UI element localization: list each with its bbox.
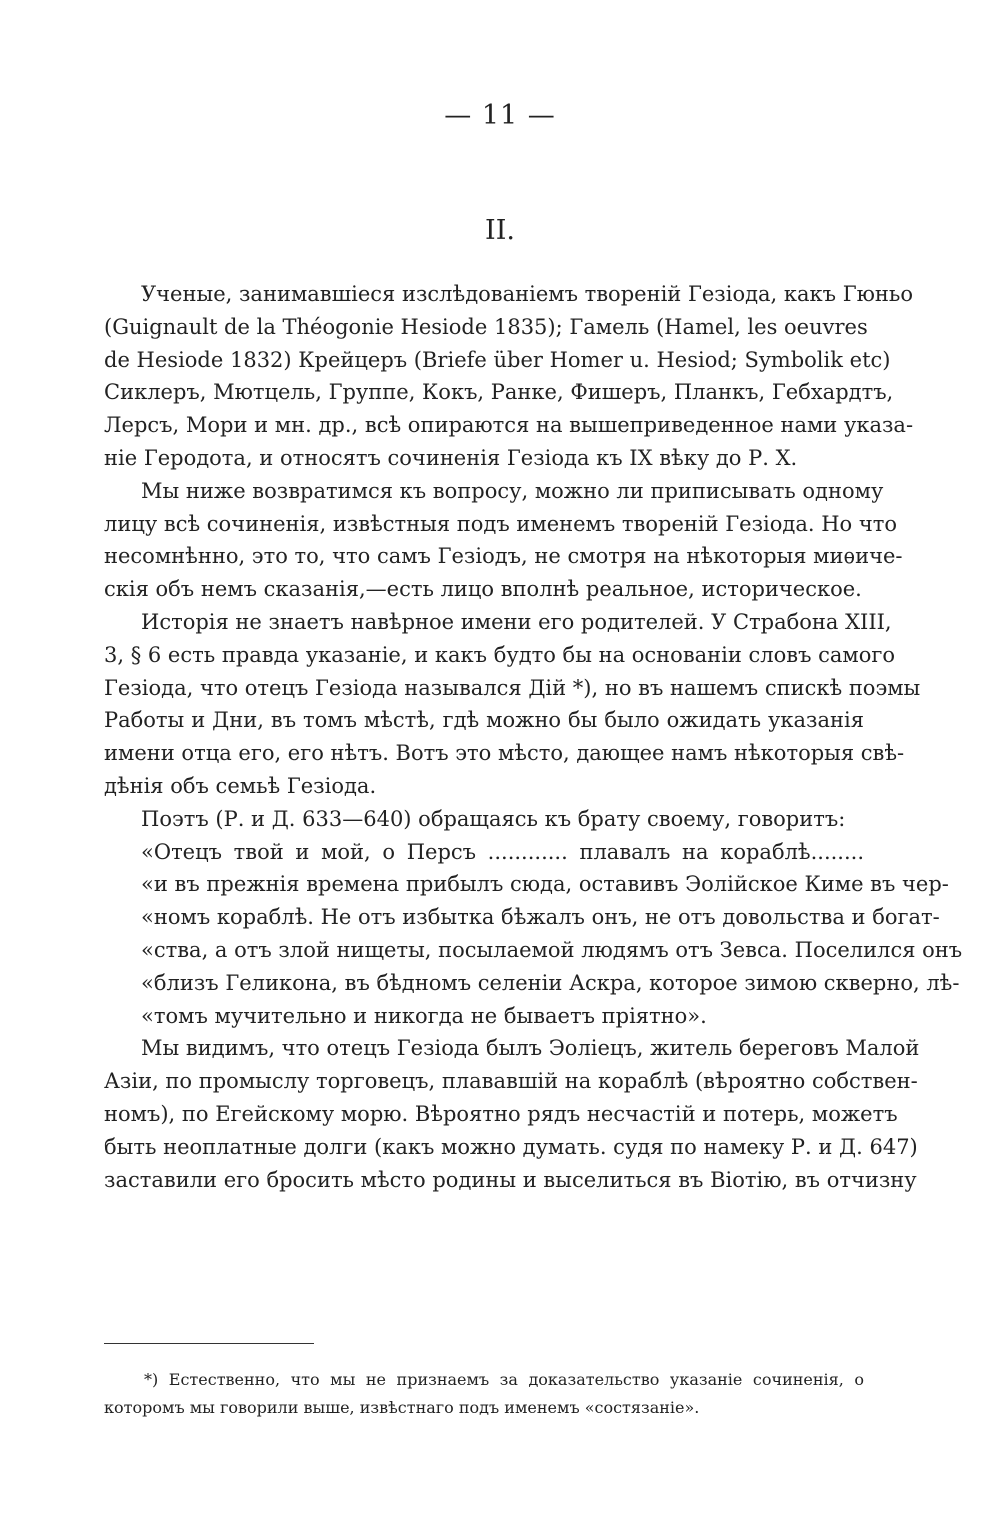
text-line: быть неоплатные долги (какъ можно думать. судя по намеку Р. и Д. 647) (104, 1134, 918, 1159)
text-line: несомнѣнно, это то, что самъ Гезіодъ, не смотря на нѣкоторыя миѳиче- (104, 544, 903, 569)
text-line: «близъ Геликона, въ бѣдномъ селеніи Аскра, которое зимою скверно, лѣ- (141, 970, 960, 995)
text-line: «Отецъ твой и мой, о Персъ ............ плавалъ на кораблѣ........ (141, 839, 864, 864)
page-number: — 11 — (444, 100, 556, 131)
text-line: Лерсъ, Мори и мн. др., всѣ опираются на вышеприведенное нами указа- (104, 413, 914, 438)
text-line: номъ), по Егейскому морю. Вѣроятно рядъ несчастій и потерь, можетъ (104, 1101, 898, 1126)
text-line: «томъ мучительно и никогда не бываетъ пріятно». (141, 1003, 707, 1028)
text-line: (Guignault de la Théogonie Hesiode 1835); Гамель (Hamel, les oeuvres (104, 314, 868, 339)
body-text (104, 278, 963, 1196)
text-line: Азіи, по промыслу торговецъ, плававшій на кораблѣ (вѣроятно собствен- (104, 1069, 918, 1094)
text-line: «номъ кораблѣ. Не отъ избытка бѣжалъ онъ, не отъ довольства и богат- (141, 905, 940, 930)
text-line: Мы видимъ, что отецъ Гезіода былъ Эоліецъ, житель береговъ Малой (141, 1036, 920, 1061)
section-title: II. (485, 215, 515, 246)
text-line: скія объ немъ сказанія,—есть лицо вполнѣ реальное, историческое. (104, 577, 862, 602)
text-line: «и въ прежнія времена прибылъ сюда, оставивъ Эолійское Киме въ чер- (141, 872, 949, 897)
text-line: Мы ниже возвратимся къ вопросу, можно ли приписывать одному (141, 478, 884, 503)
footnote-line: *) Естественно, что мы не признаемъ за доказательство указаніе сочиненія, о (144, 1370, 864, 1389)
text-line: ніе Геродота, и относятъ сочиненія Гезіода къ IX вѣку до Р. Х. (104, 445, 798, 470)
text-line: Исторія не знаетъ навѣрное имени его родителей. У Страбона XIII, (141, 609, 892, 634)
footnote-divider (104, 1343, 314, 1344)
text-line: Гезіода, что отецъ Гезіода назывался Дій *), но въ нашемъ спискѣ поэмы (104, 675, 921, 700)
footnotes (104, 1366, 864, 1422)
text-line: лицу всѣ сочиненія, извѣстныя подъ именемъ твореній Гезіода. Но что (104, 511, 897, 536)
text-line: de Hesiode 1832) Крейцеръ (Briefe über Homer u. Hesiod; Symbolik etc) (104, 347, 891, 372)
text-line: дѣнія объ семьѣ Гезіода. (104, 773, 377, 798)
text-line: Сиклеръ, Мютцель, Группе, Кокъ, Ранке, Фишеръ, Планкъ, Гебхардтъ, (104, 380, 894, 405)
text-line: Ученые, занимавшіеся изслѣдованіемъ твореній Гезіода, какъ Гюньо (141, 282, 913, 306)
text-line: имени отца его, его нѣтъ. Вотъ это мѣсто, дающее намъ нѣкоторыя свѣ- (104, 741, 905, 766)
text-line: 3, § 6 есть правда указаніе, и какъ будто бы на основаніи словъ самого (104, 642, 896, 667)
text-line: Поэтъ (Р. и Д. 633—640) обращаясь къ брату своему, говоритъ: (141, 806, 846, 831)
footnote-line: которомъ мы говорили выше, извѣстнаго подъ именемъ «состязаніе». (104, 1398, 700, 1417)
text-line: «ства, а отъ злой нищеты, посылаемой людямъ отъ Зевса. Поселился онъ (141, 937, 963, 962)
text-line: заставили его бросить мѣсто родины и выселиться въ Віотію, въ отчизну (104, 1167, 917, 1192)
text-line: Работы и Дни, въ томъ мѣстѣ, гдѣ можно бы было ожидать указанія (104, 708, 864, 733)
